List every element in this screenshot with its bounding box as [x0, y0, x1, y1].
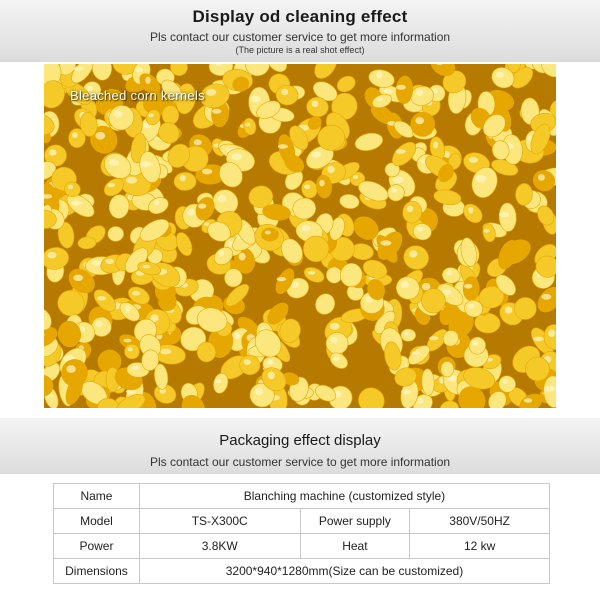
corn-kernel-highlight — [128, 347, 133, 351]
model-label: Model — [54, 509, 140, 534]
corn-kernel-highlight — [250, 96, 261, 102]
corn-kernel-highlight — [106, 259, 115, 264]
corn-kernel-highlight — [277, 277, 287, 281]
corn-kernel-highlight — [407, 206, 414, 213]
corn-kernel-highlight — [109, 159, 119, 166]
corn-kernel-highlight — [418, 398, 424, 404]
corn-kernel-highlight — [396, 85, 406, 90]
power-supply-label: Power supply — [300, 509, 410, 534]
corn-kernel-highlight — [404, 331, 409, 335]
corn-kernel-highlight — [327, 166, 334, 173]
corn-kernel-highlight — [468, 304, 474, 309]
corn-kernel-highlight — [304, 185, 310, 190]
corn-kernel-highlight — [393, 176, 403, 183]
corn-kernels-illustration — [44, 64, 556, 408]
corn-kernel-highlight — [505, 307, 512, 314]
corn-kernel — [174, 172, 197, 191]
corn-kernel-highlight — [548, 330, 555, 338]
corn-kernel-highlight — [447, 270, 452, 275]
corn-kernel-highlight — [74, 67, 84, 71]
corn-kernel-highlight — [416, 89, 423, 96]
packaging-subtitle: Pls contact our customer service to get more information — [149, 455, 451, 469]
corn-kernel — [463, 276, 479, 300]
corn-kernel-highlight — [73, 275, 83, 281]
corn-kernel-highlight — [433, 141, 438, 148]
corn-kernel-highlight — [68, 185, 73, 190]
corn-kernel — [162, 105, 179, 125]
corn-kernel-highlight — [108, 183, 115, 187]
corn-kernel-highlight — [484, 229, 490, 233]
corn-kernel-highlight — [180, 175, 186, 182]
corn-kernel-highlight — [496, 72, 504, 78]
corn-kernel-highlight — [468, 207, 473, 213]
corn-kernel-highlight — [268, 372, 275, 380]
corn-kernel-highlight — [212, 109, 221, 114]
corn-kernel — [441, 361, 454, 377]
corn-kernel-highlight — [278, 144, 288, 148]
corn-kernel-highlight — [160, 349, 171, 355]
table-row — [54, 534, 550, 559]
corn-kernel-highlight — [524, 398, 532, 403]
table-row — [54, 484, 550, 509]
corn-kernel-highlight — [301, 225, 310, 231]
corn-kernel-highlight — [308, 271, 315, 275]
corn-kernel-highlight — [502, 379, 508, 384]
corn-kernel-highlight — [244, 359, 251, 365]
corn-kernel-highlight — [533, 337, 544, 342]
corn-kernel — [107, 226, 124, 242]
corn-kernel-highlight — [464, 284, 472, 289]
name-value: Blanching machine (customized style) — [139, 484, 549, 509]
corn-kernel-highlight — [353, 175, 358, 179]
corn-kernel-highlight — [391, 188, 397, 193]
corn-kernel-highlight — [95, 132, 105, 140]
corn-kernel-highlight — [415, 117, 424, 124]
corn-kernel-highlight — [265, 231, 271, 235]
corn-kernel-highlight — [541, 294, 551, 300]
corn-kernel-highlight — [267, 360, 274, 365]
corn-kernel-highlight — [499, 212, 509, 217]
corn-kernel-highlight — [72, 132, 78, 138]
corn-kernel-highlight — [395, 149, 405, 154]
corn-kernel-highlight — [97, 296, 106, 300]
model-value: TS-X300C — [139, 509, 300, 534]
packaging-title: Packaging effect display — [219, 432, 381, 449]
corn-kernel-highlight — [142, 265, 150, 269]
dimensions-label: Dimensions — [54, 559, 140, 584]
corn-kernel — [303, 236, 329, 262]
corn-kernel-highlight — [333, 357, 340, 361]
corn-kernel-highlight — [544, 386, 555, 392]
corn-kernel-highlight — [409, 250, 417, 257]
corn-kernel-highlight — [219, 250, 224, 256]
corn-kernel-highlight — [376, 71, 382, 79]
corn-kernel-highlight — [401, 281, 409, 288]
corn-kernel-highlight — [376, 97, 383, 101]
corn-kernel-highlight — [145, 77, 150, 84]
corn-kernel-highlight — [417, 227, 423, 232]
corn-kernel-highlight — [475, 175, 486, 182]
corn-kernel-highlight — [187, 209, 195, 216]
corn-kernel-highlight — [134, 68, 142, 73]
corn-kernel-highlight — [472, 341, 478, 346]
corn-kernel-highlight — [206, 89, 216, 96]
corn-kernel-highlight — [319, 180, 324, 187]
heat-value: 12 kw — [410, 534, 550, 559]
corn-kernel-highlight — [114, 110, 123, 117]
dimensions-value: 3200*940*1280mm(Size can be customized) — [139, 559, 549, 584]
table-row — [54, 559, 550, 584]
page-title: Display od cleaning effect — [192, 7, 408, 26]
corn-kernel-highlight — [412, 351, 421, 355]
power-supply-value: 380V/50HZ — [410, 509, 550, 534]
heat-label: Heat — [300, 534, 410, 559]
corn-kernel-highlight — [194, 139, 202, 145]
corn-kernel-highlight — [255, 388, 264, 395]
page-note: (The picture is a real shot effect) — [235, 45, 365, 55]
corn-kernel-highlight — [47, 252, 56, 259]
power-value: 3.8KW — [139, 534, 300, 559]
corn-kernel — [401, 329, 416, 342]
table-row — [54, 509, 550, 534]
spec-table — [53, 483, 550, 584]
corn-kernel-highlight — [49, 149, 57, 155]
corn-kernel-highlight — [401, 389, 411, 394]
name-label: Name — [54, 484, 140, 509]
corn-kernel-highlight — [380, 240, 391, 245]
corn-kernel-highlight — [330, 337, 338, 344]
corn-kernel-highlight — [126, 305, 131, 312]
corn-kernel-highlight — [215, 379, 222, 383]
corn-kernel-highlight — [126, 177, 137, 184]
corn-kernel-highlight — [429, 336, 438, 340]
corn-kernel-highlight — [132, 291, 140, 296]
corn-kernel-highlight — [141, 161, 152, 167]
corn-kernel-highlight — [202, 169, 213, 175]
corn-kernels-photo — [44, 64, 556, 408]
corn-kernel-highlight — [96, 321, 103, 327]
corn-kernel-highlight — [232, 154, 242, 161]
corn-kernel-highlight — [131, 366, 139, 370]
corn-kernel-highlight — [312, 101, 319, 108]
corn-kernel-highlight — [71, 201, 82, 206]
corn-kernel-highlight — [66, 365, 75, 373]
corn-kernel — [261, 228, 278, 241]
corn-kernel-highlight — [148, 113, 153, 117]
corn-kernel-highlight — [234, 332, 241, 339]
corn-kernel-highlight — [292, 281, 299, 288]
corn-kernel-highlight — [245, 123, 251, 127]
corn-kernel-highlight — [218, 195, 227, 202]
corn-kernel-highlight — [281, 89, 288, 96]
page-subtitle: Pls contact our customer service to get more information — [149, 30, 451, 44]
corn-kernel-highlight — [384, 89, 394, 93]
photo-caption: Bleached corn kernels — [70, 88, 205, 103]
corn-kernel-highlight — [538, 174, 545, 181]
corn-kernel-highlight — [330, 323, 340, 330]
corn-kernel-highlight — [469, 157, 478, 163]
corn-kernel-highlight — [311, 151, 321, 157]
power-label: Power — [54, 534, 140, 559]
corn-kernel-highlight — [198, 204, 206, 209]
corn-kernel-highlight — [124, 339, 132, 343]
corn-kernel-highlight — [154, 199, 159, 205]
